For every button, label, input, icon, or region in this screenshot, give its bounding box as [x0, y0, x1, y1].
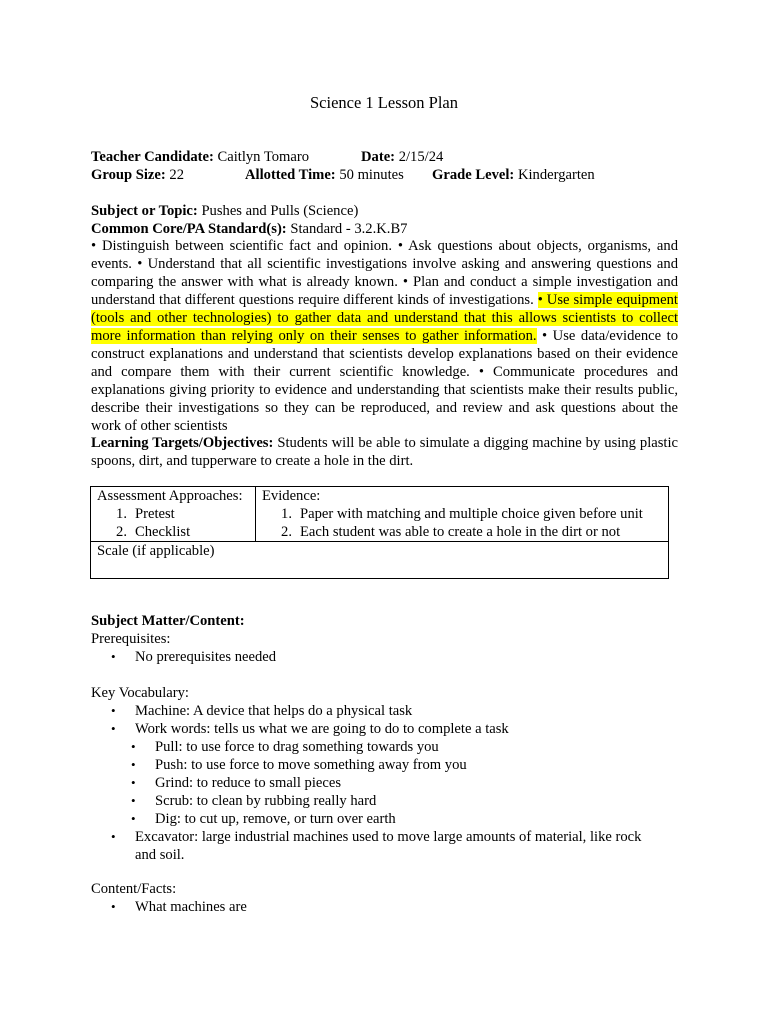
standard-label: Common Core/PA Standard(s): [91, 221, 287, 237]
standard-value: Standard - 3.2.K.B7 [290, 221, 408, 237]
vocab-machine: Machine: A device that helps do a physical task [135, 703, 413, 719]
content-facts-label: Content/Facts: [91, 881, 177, 897]
list-item [111, 648, 276, 666]
list-item [111, 828, 641, 846]
list-item-continuation [111, 846, 641, 864]
content-facts-list [111, 898, 247, 916]
list-item: 1. Pretest [116, 506, 175, 522]
fact-machines: What machines are [135, 899, 247, 915]
list-item [131, 792, 641, 810]
grade-level-value: Kindergarten [517, 167, 595, 183]
allotted-time-label: Allotted Time: [245, 167, 336, 183]
teacher-label: Teacher Candidate: [91, 149, 214, 165]
assessment-table [90, 486, 669, 579]
standard-text: • Distinguish between scientific fact and opinion. • Ask questions about objects, organisms, and events. • Understand that all scientific investigations involve asking and answering questions and comparing the answer with what is already known. • Plan and conduct a simple investigation and understand that different questions require different kinds of investigations. [91, 238, 678, 308]
prerequisite-text: No prerequisites needed [135, 649, 277, 665]
approach-checklist: Checklist [135, 524, 191, 540]
vocab-excavator: Excavator: large industrial machines used to move large amounts of material, like rock [135, 829, 642, 845]
bullet-icon: • [131, 739, 136, 754]
evidence-cell [256, 487, 669, 542]
work-word-push: Push: to use force to move something away from you [155, 757, 467, 773]
list-item [111, 702, 641, 720]
date-label: Date: [361, 149, 396, 165]
vocab-excavator-continued: and soil. [135, 847, 185, 863]
work-word-pull: Pull: to use force to drag something towards you [155, 739, 439, 755]
date-line [361, 148, 443, 166]
group-size-label: Group Size: [91, 167, 166, 183]
assessment-approaches-cell [91, 487, 256, 542]
grade-level-label: Grade Level: [432, 167, 515, 183]
bullet-icon: • [131, 757, 136, 772]
group-size-line [91, 166, 184, 184]
objectives-label: Learning Targets/Objectives: [91, 435, 274, 451]
grade-level-line [432, 166, 595, 184]
list-item [131, 810, 641, 828]
prerequisites-label: Prerequisites: [91, 631, 171, 647]
work-word-grind: Grind: to reduce to small pieces [155, 775, 342, 791]
evidence-label: Evidence: [262, 488, 321, 504]
prerequisites-list [111, 648, 276, 666]
objectives-value: Students will be able to simulate a digging machine by using plastic spoons, dirt, and tupperware to create a hole in the dirt. [91, 435, 678, 469]
bullet-icon: • [111, 829, 116, 844]
group-size-value: 22 [169, 167, 184, 183]
list-item [131, 774, 641, 792]
approach-pretest: Pretest [135, 506, 175, 522]
bullet-icon: • [131, 793, 136, 808]
list-item [111, 898, 247, 916]
page-title: Science 1 Lesson Plan [309, 93, 458, 112]
bullet-icon: • [131, 775, 136, 790]
work-word-scrub: Scrub: to clean by rubbing really hard [155, 793, 377, 809]
subject-line [91, 202, 358, 220]
bullet-icon: • [111, 703, 116, 718]
vocabulary-list [111, 702, 641, 864]
bullet-icon: • [111, 899, 116, 914]
work-words-sublist [111, 738, 641, 828]
work-word-dig: Dig: to cut up, remove, or turn over earth [155, 811, 396, 827]
list-item [131, 738, 641, 756]
subject-label: Subject or Topic: [91, 203, 198, 219]
standard-description [91, 237, 678, 435]
allotted-time-line [245, 166, 404, 184]
key-vocabulary-label: Key Vocabulary: [91, 685, 189, 701]
subject-matter-heading [91, 612, 245, 630]
teacher-line [91, 148, 309, 166]
list-item [111, 720, 641, 738]
list-item: 1. Paper with matching and multiple choice given before unit [281, 506, 643, 522]
scale-label: Scale (if applicable) [97, 543, 215, 559]
objectives-paragraph [91, 434, 678, 470]
teacher-value: Caitlyn Tomaro [217, 149, 310, 165]
standard-highlighted-text: • Use simple equipment (tools and other technologies) to gather data and understand that this allows scientists to collect more information than relying only on their senses to gather information. [91, 292, 678, 344]
list-item: 2. Each student was able to create a hole in the dirt or not [281, 524, 621, 540]
evidence-item-1: Paper with matching and multiple choice given before unit [300, 506, 643, 522]
list-item [131, 756, 641, 774]
bullet-icon: • [111, 649, 116, 664]
evidence-item-2: Each student was able to create a hole in the dirt or not [300, 524, 621, 540]
allotted-time-value: 50 minutes [339, 167, 404, 183]
vocab-work-words: Work words: tells us what we are going to do to complete a task [135, 721, 509, 737]
date-value: 2/15/24 [398, 149, 444, 165]
bullet-icon: • [111, 721, 116, 736]
subject-matter-heading-text: Subject Matter/Content: [91, 613, 245, 629]
scale-cell [91, 542, 669, 579]
standard-line [91, 220, 407, 238]
bullet-icon: • [131, 811, 136, 826]
standard-text-continued: • Use data/evidence to construct explanations and understand that scientists develop explanations based on their evidence and compare them with their current scientific knowledge. • Communicate procedures and explanations giving priority to evidence and understanding that scientists make their results public, describe their investigations so they can be reproduced, and review and ask questions about the work of other scientists [91, 328, 678, 434]
subject-value: Pushes and Pulls (Science) [201, 203, 359, 219]
list-item: 2. Checklist [116, 524, 191, 540]
assessment-approaches-label: Assessment Approaches: [97, 488, 243, 504]
